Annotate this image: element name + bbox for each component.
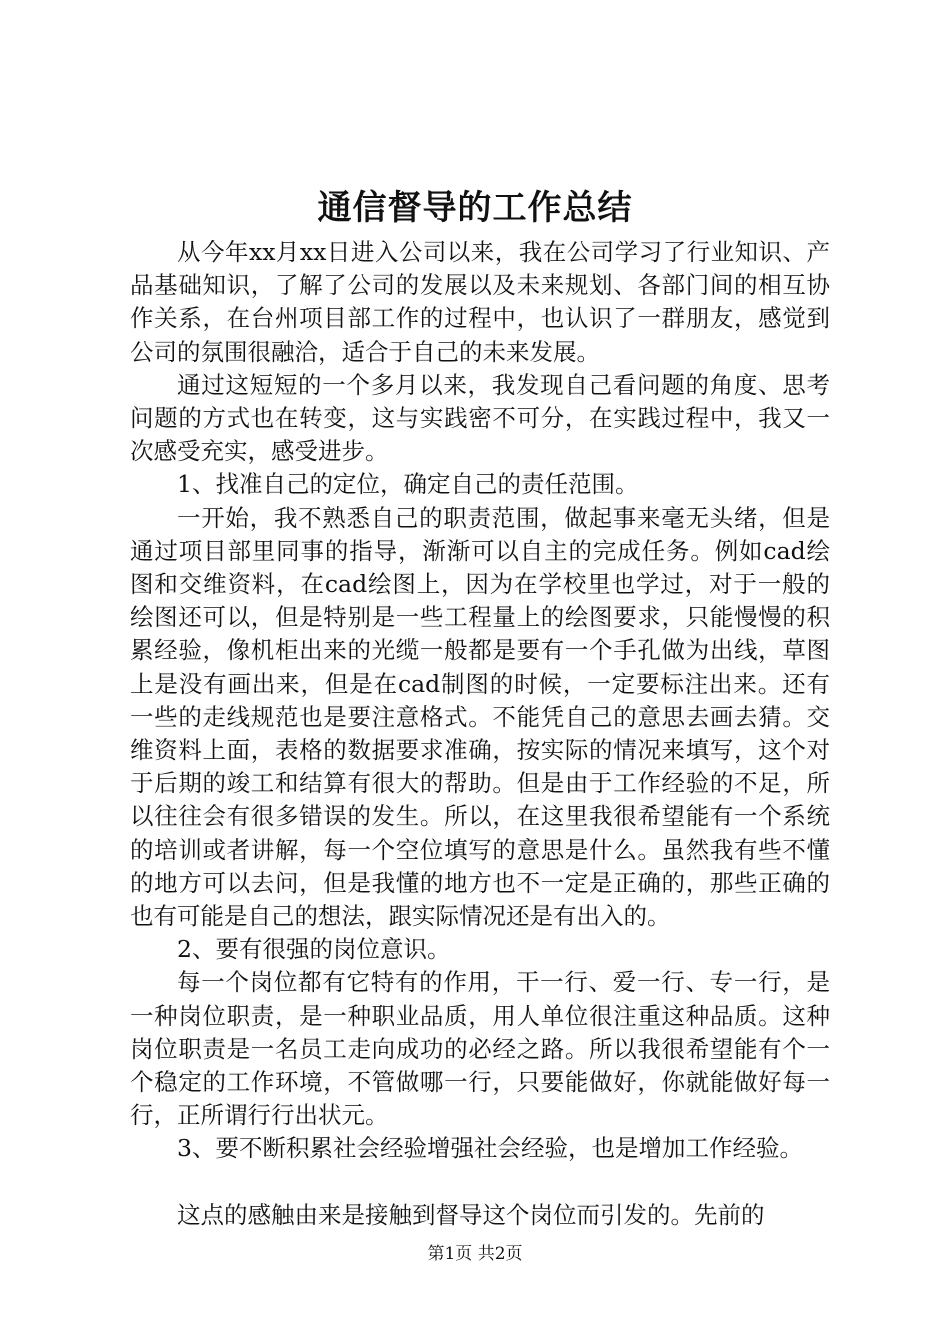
section-heading-3: 3、要不断积累社会经验增强社会经验，也是增加工作经验。 xyxy=(177,1134,803,1163)
section-heading-1: 1、找准自己的定位，确定自己的责任范围。 xyxy=(177,470,639,499)
paragraph-reflection: 通过这短短的一个多月以来，我发现自己看问题的角度、思考问题的方式也在转变，这与实践密不可分，在实践过程中，我又一次感受充实，感受进步。 xyxy=(130,370,830,466)
section-heading-2: 2、要有很强的岗位意识。 xyxy=(177,935,451,964)
paragraph-section-2: 每一个岗位都有它特有的作用，干一行、爱一行、专一行，是一种岗位职责，是一种职业品质，用人单位很注重这种品质。这种岗位职责是一名员工走向成功的必经之路。所以我很希望能有个一个稳定的工作环境，不管做哪一行，只要能做好，你就能做好每一行，正所谓行行出状元。 xyxy=(130,968,830,1130)
paragraph-section-3: 这点的感触由来是接触到督导这个岗位而引发的。先前的 xyxy=(177,1200,765,1229)
paragraph-section-1: 一开始，我不熟悉自己的职责范围，做起事来毫无头绪，但是通过项目部里同事的指导，渐渐可以自主的完成任务。例如cad绘图和交维资料，在cad绘图上，因为在学校里也学过，对于一般的绘图还可以，但是特别是一些工程量上的绘图要求，只能慢慢的积累经验，像机柜出来的光缆一般都是要有一个手孔做为出线，草图上是没有画出来，但是在cad制图的时候，一定要标注出来。还有一些的走线规范也是要注意格式。不能凭自己的意思去画去猜。交维资料上面，表格的数据要求准确，按实际的情况来填写，这个对于后期的竣工和结算有很大的帮助。但是由于工作经验的不足，所以往往会有很多错误的发生。所以，在这里我很希望能有一个系统的培训或者讲解，每一个空位填写的意思是什么。虽然我有些不懂的地方可以去问，但是我懂的地方也不一定是正确的，那些正确的也有可能是自己的想法，跟实际情况还是有出入的。 xyxy=(130,503,830,931)
document-title: 通信督导的工作总结 xyxy=(317,188,633,228)
document-body xyxy=(130,236,830,1232)
paragraph-intro: 从今年xx月xx日进入公司以来，我在公司学习了行业知识、产品基础知识，了解了公司的发展以及未来规划、各部门间的相互协作关系，在台州项目部工作的过程中，也认识了一群朋友，感觉到公司的氛围很融洽，适合于自己的未来发展。 xyxy=(130,238,830,366)
page-footer: 第1页 共2页 xyxy=(427,1244,523,1264)
